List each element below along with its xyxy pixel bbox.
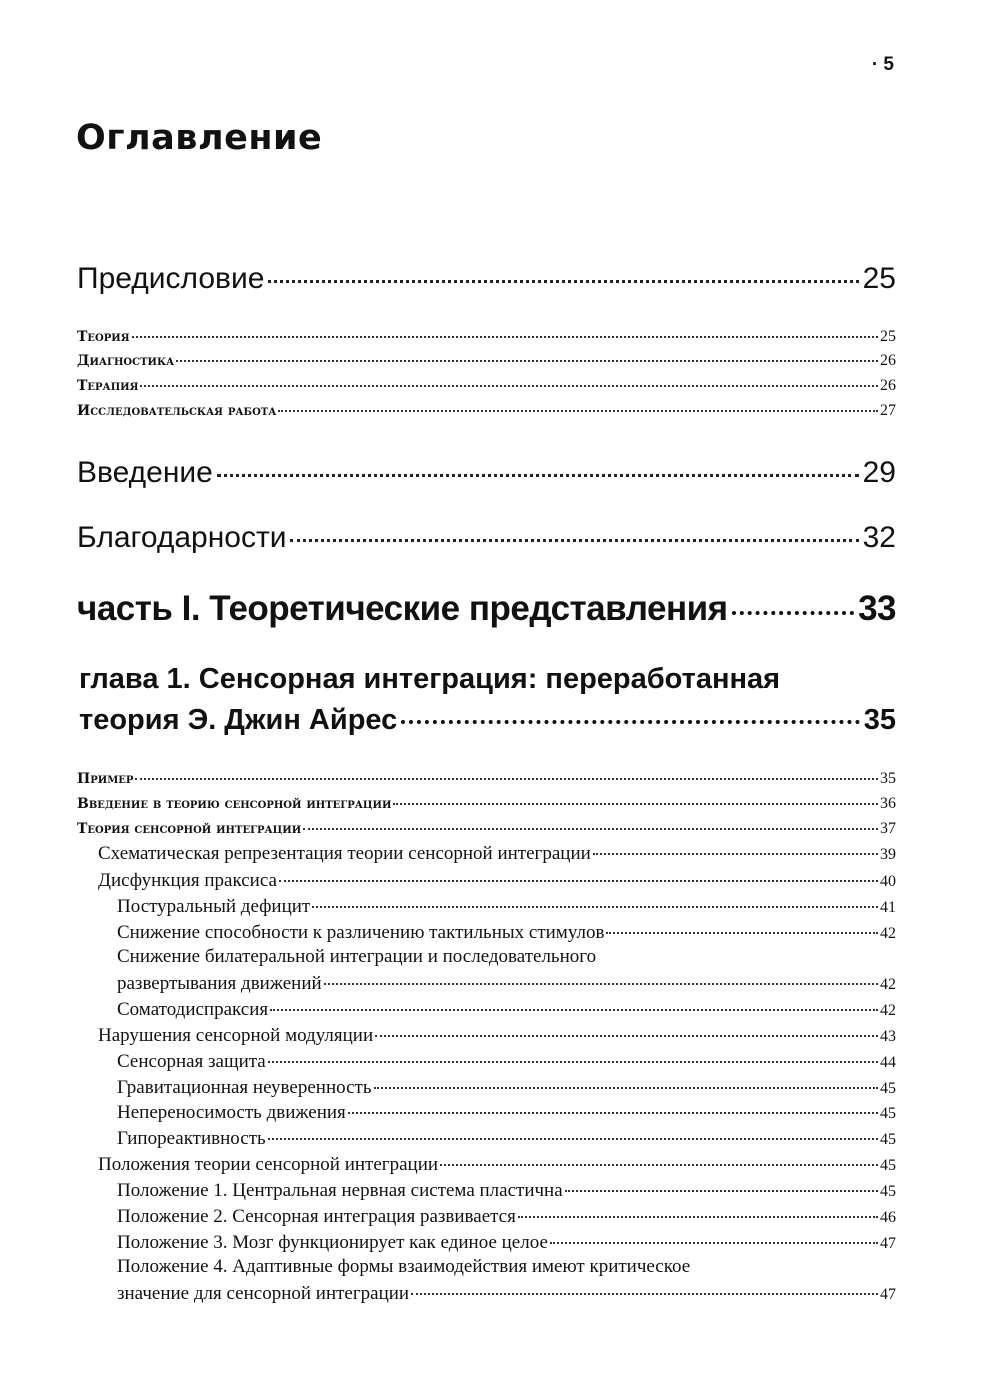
- entry-page: 25: [862, 262, 896, 295]
- leader-dots: [550, 1242, 878, 1244]
- entry-page: 47: [880, 1286, 896, 1303]
- entry-page: 32: [862, 521, 896, 554]
- entry-page: 42: [880, 976, 896, 993]
- toc-entry[interactable]: [117, 1283, 896, 1305]
- entry-label: Положение 2. Сенсорная интеграция развивается: [117, 1206, 516, 1227]
- toc-title: Оглавление: [76, 118, 323, 158]
- entry-label: часть I. Теоретические представления: [77, 589, 728, 628]
- leader-dots: [606, 932, 878, 934]
- leader-dots: [217, 474, 859, 477]
- position4-line1: Положение 4. Адаптивные формы взаимодействия имеют критическое: [117, 1256, 691, 1277]
- toc-entry[interactable]: [77, 770, 896, 788]
- entry-page: 35: [863, 704, 896, 736]
- entry-label: Нарушения сенсорной модуляции: [98, 1025, 374, 1046]
- toc-entry[interactable]: [77, 795, 896, 813]
- leader-dots: [411, 1293, 878, 1295]
- leader-dots: [348, 1112, 878, 1114]
- entry-page: 45: [880, 1157, 896, 1174]
- leader-dots: [268, 280, 858, 283]
- entry-label: Диагностика: [77, 353, 175, 369]
- entry-page: 36: [880, 795, 896, 812]
- entry-page: 47: [880, 1235, 896, 1252]
- leader-dots: [270, 1009, 878, 1011]
- toc-entry[interactable]: [117, 896, 896, 918]
- entry-page: 45: [880, 1131, 896, 1148]
- entry-label: Предисловие: [77, 262, 265, 295]
- toc-entry[interactable]: [117, 1206, 896, 1228]
- leader-dots: [278, 410, 878, 412]
- leader-dots: [290, 539, 858, 542]
- leader-dots: [375, 1035, 878, 1037]
- leader-dots: [440, 1164, 878, 1166]
- entry-page: 43: [880, 1028, 896, 1045]
- entry-page: 26: [880, 352, 896, 369]
- bilateral-line1: Снижение билатеральной интеграции и последовательного: [117, 946, 597, 967]
- leader-dots: [132, 336, 878, 338]
- entry-page: 40: [880, 873, 896, 890]
- toc-entry[interactable]: [98, 1154, 896, 1176]
- entry-page: 42: [880, 925, 896, 942]
- entry-page: 45: [880, 1183, 896, 1200]
- entry-page: 39: [880, 846, 896, 863]
- entry-label: Теория сенсорной интеграции: [77, 821, 302, 837]
- leader-dots: [374, 1087, 879, 1089]
- leader-dots: [565, 1190, 878, 1192]
- entry-label: Непереносимость движения: [117, 1102, 346, 1123]
- entry-label: Введение: [77, 456, 213, 489]
- entry-label: Соматодиспраксия: [117, 999, 269, 1020]
- entry-label: развертывания движений: [117, 973, 322, 994]
- leader-dots: [324, 983, 878, 985]
- leader-dots: [140, 385, 878, 387]
- toc-entry-preface[interactable]: [77, 262, 896, 296]
- entry-label: Дисфункция праксиса: [98, 870, 277, 891]
- entry-page: 26: [880, 377, 896, 394]
- toc-entry[interactable]: [117, 1102, 896, 1124]
- entry-page: 44: [880, 1054, 896, 1071]
- entry-page: 45: [880, 1105, 896, 1122]
- toc-entry[interactable]: [98, 1025, 896, 1047]
- entry-page: 41: [880, 899, 896, 916]
- entry-page: 45: [880, 1080, 896, 1097]
- leader-dots: [279, 880, 878, 882]
- leader-dots: [593, 853, 878, 855]
- leader-dots: [518, 1216, 878, 1218]
- entry-label: Схематическая репрезентация теории сенсорной интеграции: [98, 843, 591, 864]
- entry-page: 46: [880, 1209, 896, 1226]
- entry-label: Сенсорная защита: [117, 1051, 266, 1072]
- leader-dots: [303, 828, 878, 830]
- leader-dots: [312, 906, 878, 908]
- toc-entry[interactable]: [77, 352, 896, 370]
- entry-page: 33: [858, 589, 896, 628]
- toc-entry[interactable]: [77, 402, 896, 420]
- toc-entry[interactable]: [117, 922, 896, 944]
- toc-entry[interactable]: [117, 1051, 896, 1073]
- toc-entry[interactable]: [117, 1128, 896, 1150]
- entry-label: Терапия: [77, 378, 139, 394]
- entry-page: 37: [880, 820, 896, 837]
- entry-label: Снижение способности к различению тактильных стимулов: [117, 922, 605, 943]
- toc-entry[interactable]: [77, 820, 896, 838]
- entry-label: Гипореактивность: [117, 1128, 266, 1149]
- toc-entry[interactable]: [77, 377, 896, 395]
- leader-dots: [401, 720, 859, 724]
- toc-entry[interactable]: [77, 328, 896, 346]
- leader-dots: [393, 803, 878, 805]
- toc-entry-introduction[interactable]: [77, 456, 896, 490]
- toc-entry-part-1[interactable]: [77, 589, 896, 629]
- entry-label: Теория: [77, 329, 130, 345]
- entry-page: 27: [880, 402, 896, 419]
- toc-entry[interactable]: [117, 999, 896, 1021]
- entry-label: Положение 3. Мозг функционирует как единое целое: [117, 1232, 548, 1253]
- page-number: · 5: [871, 54, 894, 75]
- entry-label: Пример: [77, 771, 134, 787]
- leader-dots: [176, 360, 878, 362]
- entry-label: Гравитационная неуверенность: [117, 1077, 372, 1098]
- toc-entry[interactable]: [98, 870, 896, 892]
- toc-entry[interactable]: [117, 1180, 896, 1202]
- leader-dots: [732, 611, 855, 615]
- entry-page: 35: [880, 770, 896, 787]
- entry-page: 25: [880, 328, 896, 345]
- leader-dots: [268, 1061, 878, 1063]
- entry-label: Благодарности: [77, 521, 287, 554]
- leader-dots: [135, 778, 878, 780]
- entry-page: 42: [880, 1002, 896, 1019]
- entry-label: Введение в теорию сенсорной интеграции: [77, 796, 392, 812]
- toc-entry[interactable]: [117, 1232, 896, 1254]
- entry-label: Исследовательская работа: [77, 403, 277, 419]
- toc-entry-chapter-1[interactable]: [79, 704, 896, 737]
- toc-entry-acknowledgements[interactable]: [77, 521, 896, 555]
- entry-label: значение для сенсорной интеграции: [117, 1283, 410, 1304]
- entry-page: 29: [862, 456, 896, 489]
- chapter-1-title-line1: глава 1. Сенсорная интеграция: переработанная: [79, 663, 781, 695]
- toc-entry[interactable]: [98, 843, 896, 865]
- leader-dots: [268, 1138, 878, 1140]
- entry-label: Положение 1. Центральная нервная система пластична: [117, 1180, 563, 1201]
- toc-entry[interactable]: [117, 973, 896, 995]
- toc-entry[interactable]: [117, 1077, 896, 1099]
- entry-label: Постуральный дефицит: [117, 896, 311, 917]
- entry-label: Положения теории сенсорной интеграции: [98, 1154, 439, 1175]
- entry-label: теория Э. Джин Айрес: [79, 704, 398, 736]
